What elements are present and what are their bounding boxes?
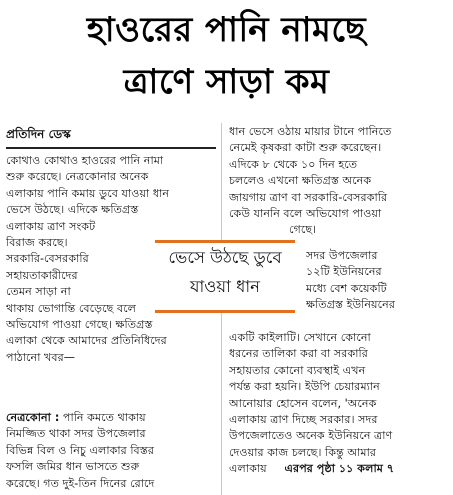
right-bottom-paragraph xyxy=(229,330,447,478)
text-line: কেউ যাননি বলে অভিযোগ পাওয়া xyxy=(229,207,382,221)
text-line: ফসলি জমির ধান ভাসতে শুরু xyxy=(6,460,140,474)
text-line: সদর উপজেলার xyxy=(306,249,378,262)
text-line: পর্যন্ত করা হয়নি। ইউপি চেয়ারম্যান xyxy=(229,380,380,394)
text-line: ধরনের তালিকা করা বা সরকারি xyxy=(229,347,368,361)
text-line: কোথাও কোথাও হাওরের পানি নামা xyxy=(6,154,164,167)
text-line xyxy=(229,461,447,477)
text-line: নিমজ্জিত থাকা সদর উপজেলার xyxy=(6,427,146,441)
pull-quote-line-2: যাওয়া ধান xyxy=(189,277,261,296)
text-line: ধান ভেসে ওঠায় মায়ার টানে পানিতে xyxy=(229,125,392,138)
right-mid-paragraph xyxy=(306,248,447,314)
text-line: তেমন সাড়া না xyxy=(6,285,71,299)
text-line: সহায়তাকারীদের xyxy=(6,268,78,282)
text-line: এলাকায় ত্রাণ সংকট xyxy=(6,219,96,233)
section-label: নেত্রকোনা : xyxy=(6,411,60,424)
text-line: বিরাজ করছে। xyxy=(6,236,68,250)
text-line: পাঠানো খবর— xyxy=(6,350,75,364)
right-top-paragraph xyxy=(229,124,447,239)
headline-line-2: ত্রাণে সাড়া কম xyxy=(123,62,330,102)
pull-quote-line-1: ভেসে উঠছে ডুবে xyxy=(168,248,282,267)
continuation-link[interactable]: এরপর পৃষ্ঠা ১১ কলাম ৭ xyxy=(284,462,395,476)
last-line-text: এলাকায় xyxy=(229,462,267,476)
text-line: দেওয়ার কাজ চলছে। কিন্তু আমার xyxy=(229,445,376,459)
text-line xyxy=(6,410,215,426)
headline-line-1: হাওরের পানি নামছে xyxy=(86,10,367,50)
text-line: শুরু করেছে। নেত্রকোনার অনেক xyxy=(6,170,149,184)
text-line: ভেসে উঠছে। এদিকে ক্ষতিগ্রস্ত xyxy=(6,203,139,217)
text-line: আনোয়ার হোসেন বলেন, 'অনেক xyxy=(229,396,377,410)
text-line: এলাকায় পানি কমায় ডুবে যাওয়া ধান xyxy=(6,186,170,200)
text-line: বিভিন্ন বিল ও নিচু এলাকার বিস্তর xyxy=(6,443,154,457)
text-line: ক্ষতিগ্রস্ত ইউনিয়নের xyxy=(306,298,395,312)
text-line: এদিকে ৮ থেকে ১০ দিন হতে xyxy=(229,157,358,171)
text-line: গেছে। xyxy=(289,223,317,237)
text-line: এলাকা থেকে আমাদের প্রতিনিধিদের xyxy=(6,334,167,348)
pull-quote xyxy=(155,240,295,313)
text-line: উপজেলাতেও অনেক ইউনিয়নে ত্রাণ xyxy=(229,429,393,443)
text-line: করেছে। গত দুই-তিন দিনের রোদে xyxy=(6,476,155,490)
text-line: সরকারি-বেসরকারি xyxy=(6,252,89,266)
section-first-line: পানি কমতে থাকায় xyxy=(59,411,146,424)
text-line: একটি কাইলাটি। সেখানে কোনো xyxy=(229,331,371,344)
text-line: চললেও এখনো ক্ষতিগ্রস্ত অনেক xyxy=(229,174,372,188)
left-section-paragraph xyxy=(6,410,215,492)
text-line: জায়গায় ত্রাণ বা সরকারি-বেসরকারি xyxy=(229,190,388,204)
text-line: থাকায় ভোগান্তি বেড়েছে বলে xyxy=(6,301,137,315)
text-line: এলাকায় ত্রাণ দিচ্ছে সরকার। সদর xyxy=(229,413,378,427)
text-line: ১২টি ইউনিয়নের xyxy=(306,265,382,279)
text-line: অভিযোগ পাওয়া গেছে। ক্ষতিগ্রস্ত xyxy=(6,318,153,332)
text-line: নেমেই কৃষকরা কাটা শুরু করেছেন। xyxy=(229,141,382,155)
byline-rule xyxy=(6,147,216,149)
text-line: সহায়তার কোনো ব্যবস্থাই এখন xyxy=(229,363,366,377)
text-line: মধ্যে বেশ কয়েকটি xyxy=(306,281,387,295)
byline: প্রতিদিন ডেস্ক xyxy=(6,127,71,141)
